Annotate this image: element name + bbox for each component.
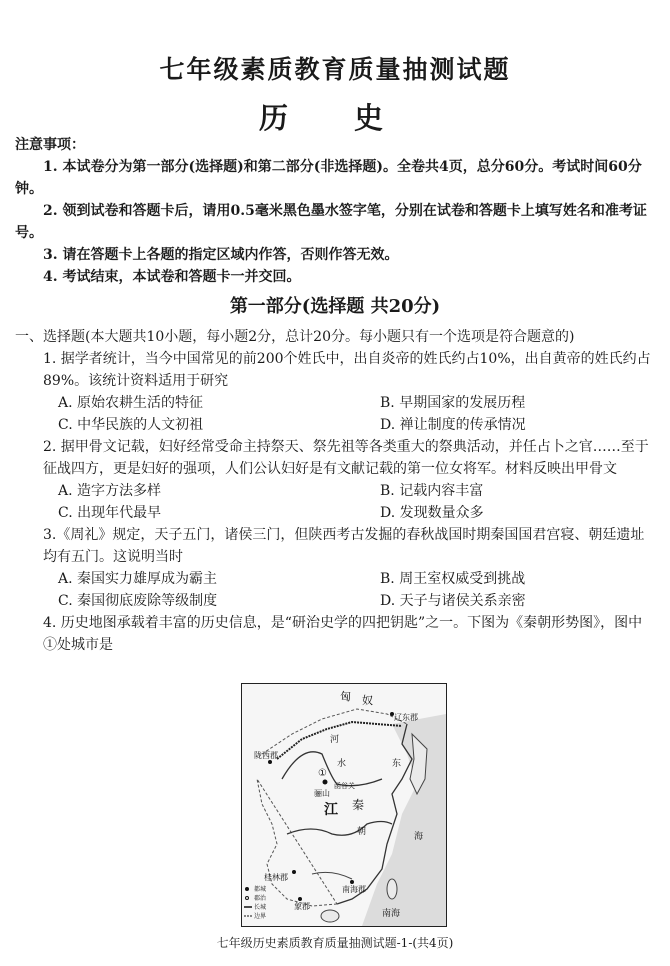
option-c: C. 秦国彻底废除等级制度: [58, 593, 218, 609]
notes-heading: 注意事项：: [15, 137, 85, 153]
label-xiongnu-2: 奴: [362, 694, 373, 707]
question-stem: 4. 历史地图承载着丰富的历史信息，是“研治史学的四把钥匙”之一。下图为《秦朝形势图》，图中①处城市是: [43, 615, 643, 653]
part-one-heading: 第一部分(选择题 共20分): [229, 296, 441, 317]
map-legend: [244, 885, 267, 920]
question-stem: 2. 据甲骨文记载，妇好经常受命主持祭天、祭先祖等各类重大的祭典活动，并任占卜之官……至于征战四方，更是妇好的强项，人们公认妇好是有文献记载的第一位女将军。材料反映出甲骨文: [43, 439, 649, 477]
label-nanhai-jun: 南海郡: [342, 885, 366, 894]
page-footer: 七年级历史素质教育质量抽测试题-1-(共4页): [216, 936, 454, 950]
label-marker-1: ①: [318, 768, 327, 779]
note-item-1: 1. 本试卷分为第一部分(选择题)和第二部分(非选择题)。全卷共4页，总分60分。考试时间60分钟。: [15, 159, 642, 197]
label-shui: 水: [337, 759, 347, 769]
label-lishan: 骊山: [314, 789, 330, 798]
label-nanhai-sea: 南海: [382, 909, 401, 919]
option-c: C. 出现年代最早: [58, 505, 162, 521]
legend-capital: 都城: [254, 886, 267, 893]
option-a: A. 原始农耕生活的特征: [58, 395, 204, 411]
label-jiang: 江: [324, 802, 338, 818]
option-b: B. 记载内容丰富: [380, 483, 484, 499]
question-4: [15, 612, 655, 656]
label-dong: 东: [392, 759, 402, 769]
option-d: D. 禅让制度的传承情况: [380, 417, 526, 433]
question-stem: 3.《周礼》规定，天子五门，诸侯三门，但陕西考古发掘的春秋战国时期秦国国君宫寝、朝廷遗址均有五门。这说明当时: [43, 527, 645, 565]
option-c: C. 中华民族的人文初祖: [58, 417, 204, 433]
note-item-3: 3. 请在答题卡上各题的指定区域内作答，否则作答无效。: [43, 247, 399, 263]
label-guilin: 桂林郡: [264, 873, 288, 882]
note-item-4: 4. 考试结束，本试卷和答题卡一并交回。: [43, 269, 301, 285]
option-b: B. 周王室权威受到挑战: [380, 571, 526, 587]
option-a: A. 秦国实力雄厚成为霸主: [58, 571, 218, 587]
option-d: D. 发现数量众多: [380, 505, 484, 521]
label-river-he: 河: [330, 735, 340, 745]
question-stem: 1. 据学者统计，当今中国常见的前200个姓氏中，出自炎帝的姓氏约占10%，出自黄帝的姓氏约占89%。该统计资料适用于研究: [43, 351, 651, 389]
label-chao: 朝: [357, 827, 367, 837]
legend-commandery: 郡治: [254, 895, 267, 902]
label-liaodong: 辽东郡: [394, 713, 418, 722]
option-b: B. 早期国家的发展历程: [380, 395, 526, 411]
label-xiongnu-1: 匈: [340, 690, 351, 703]
legend-great-wall: 长城: [254, 904, 267, 911]
question-3: [15, 524, 655, 612]
label-longxi: 陇西郡: [254, 751, 278, 760]
legend-boundary: 边界: [254, 913, 267, 920]
label-xiangjun: 象郡: [294, 902, 310, 911]
label-hai: 海: [414, 832, 424, 842]
option-a: A. 造字方法多样: [58, 483, 162, 499]
section-heading: 一、选择题(本大题共10小题，每小题2分，总计20分。每小题只有一个选项是符合题意的): [15, 329, 575, 345]
exam-title: 七年级素质教育质量抽测试题: [159, 55, 511, 84]
note-item-2: 2. 领到试卷和答题卡后，请用0.5毫米黑色墨水签字笔，分别在试卷和答题卡上填写姓名和准考证号。: [15, 203, 647, 241]
label-qin: 秦: [352, 798, 365, 812]
question-options: [15, 480, 655, 524]
question-1: [15, 348, 655, 436]
subject-title: 历 史: [258, 101, 412, 135]
qin-dynasty-map: [241, 683, 447, 927]
exam-body: [15, 134, 655, 656]
label-hanguguan: 函谷关: [334, 782, 355, 790]
question-options: [15, 392, 655, 436]
option-d: D. 天子与诸侯关系亲密: [380, 593, 526, 609]
question-options: [15, 568, 655, 612]
question-2: [15, 436, 655, 524]
